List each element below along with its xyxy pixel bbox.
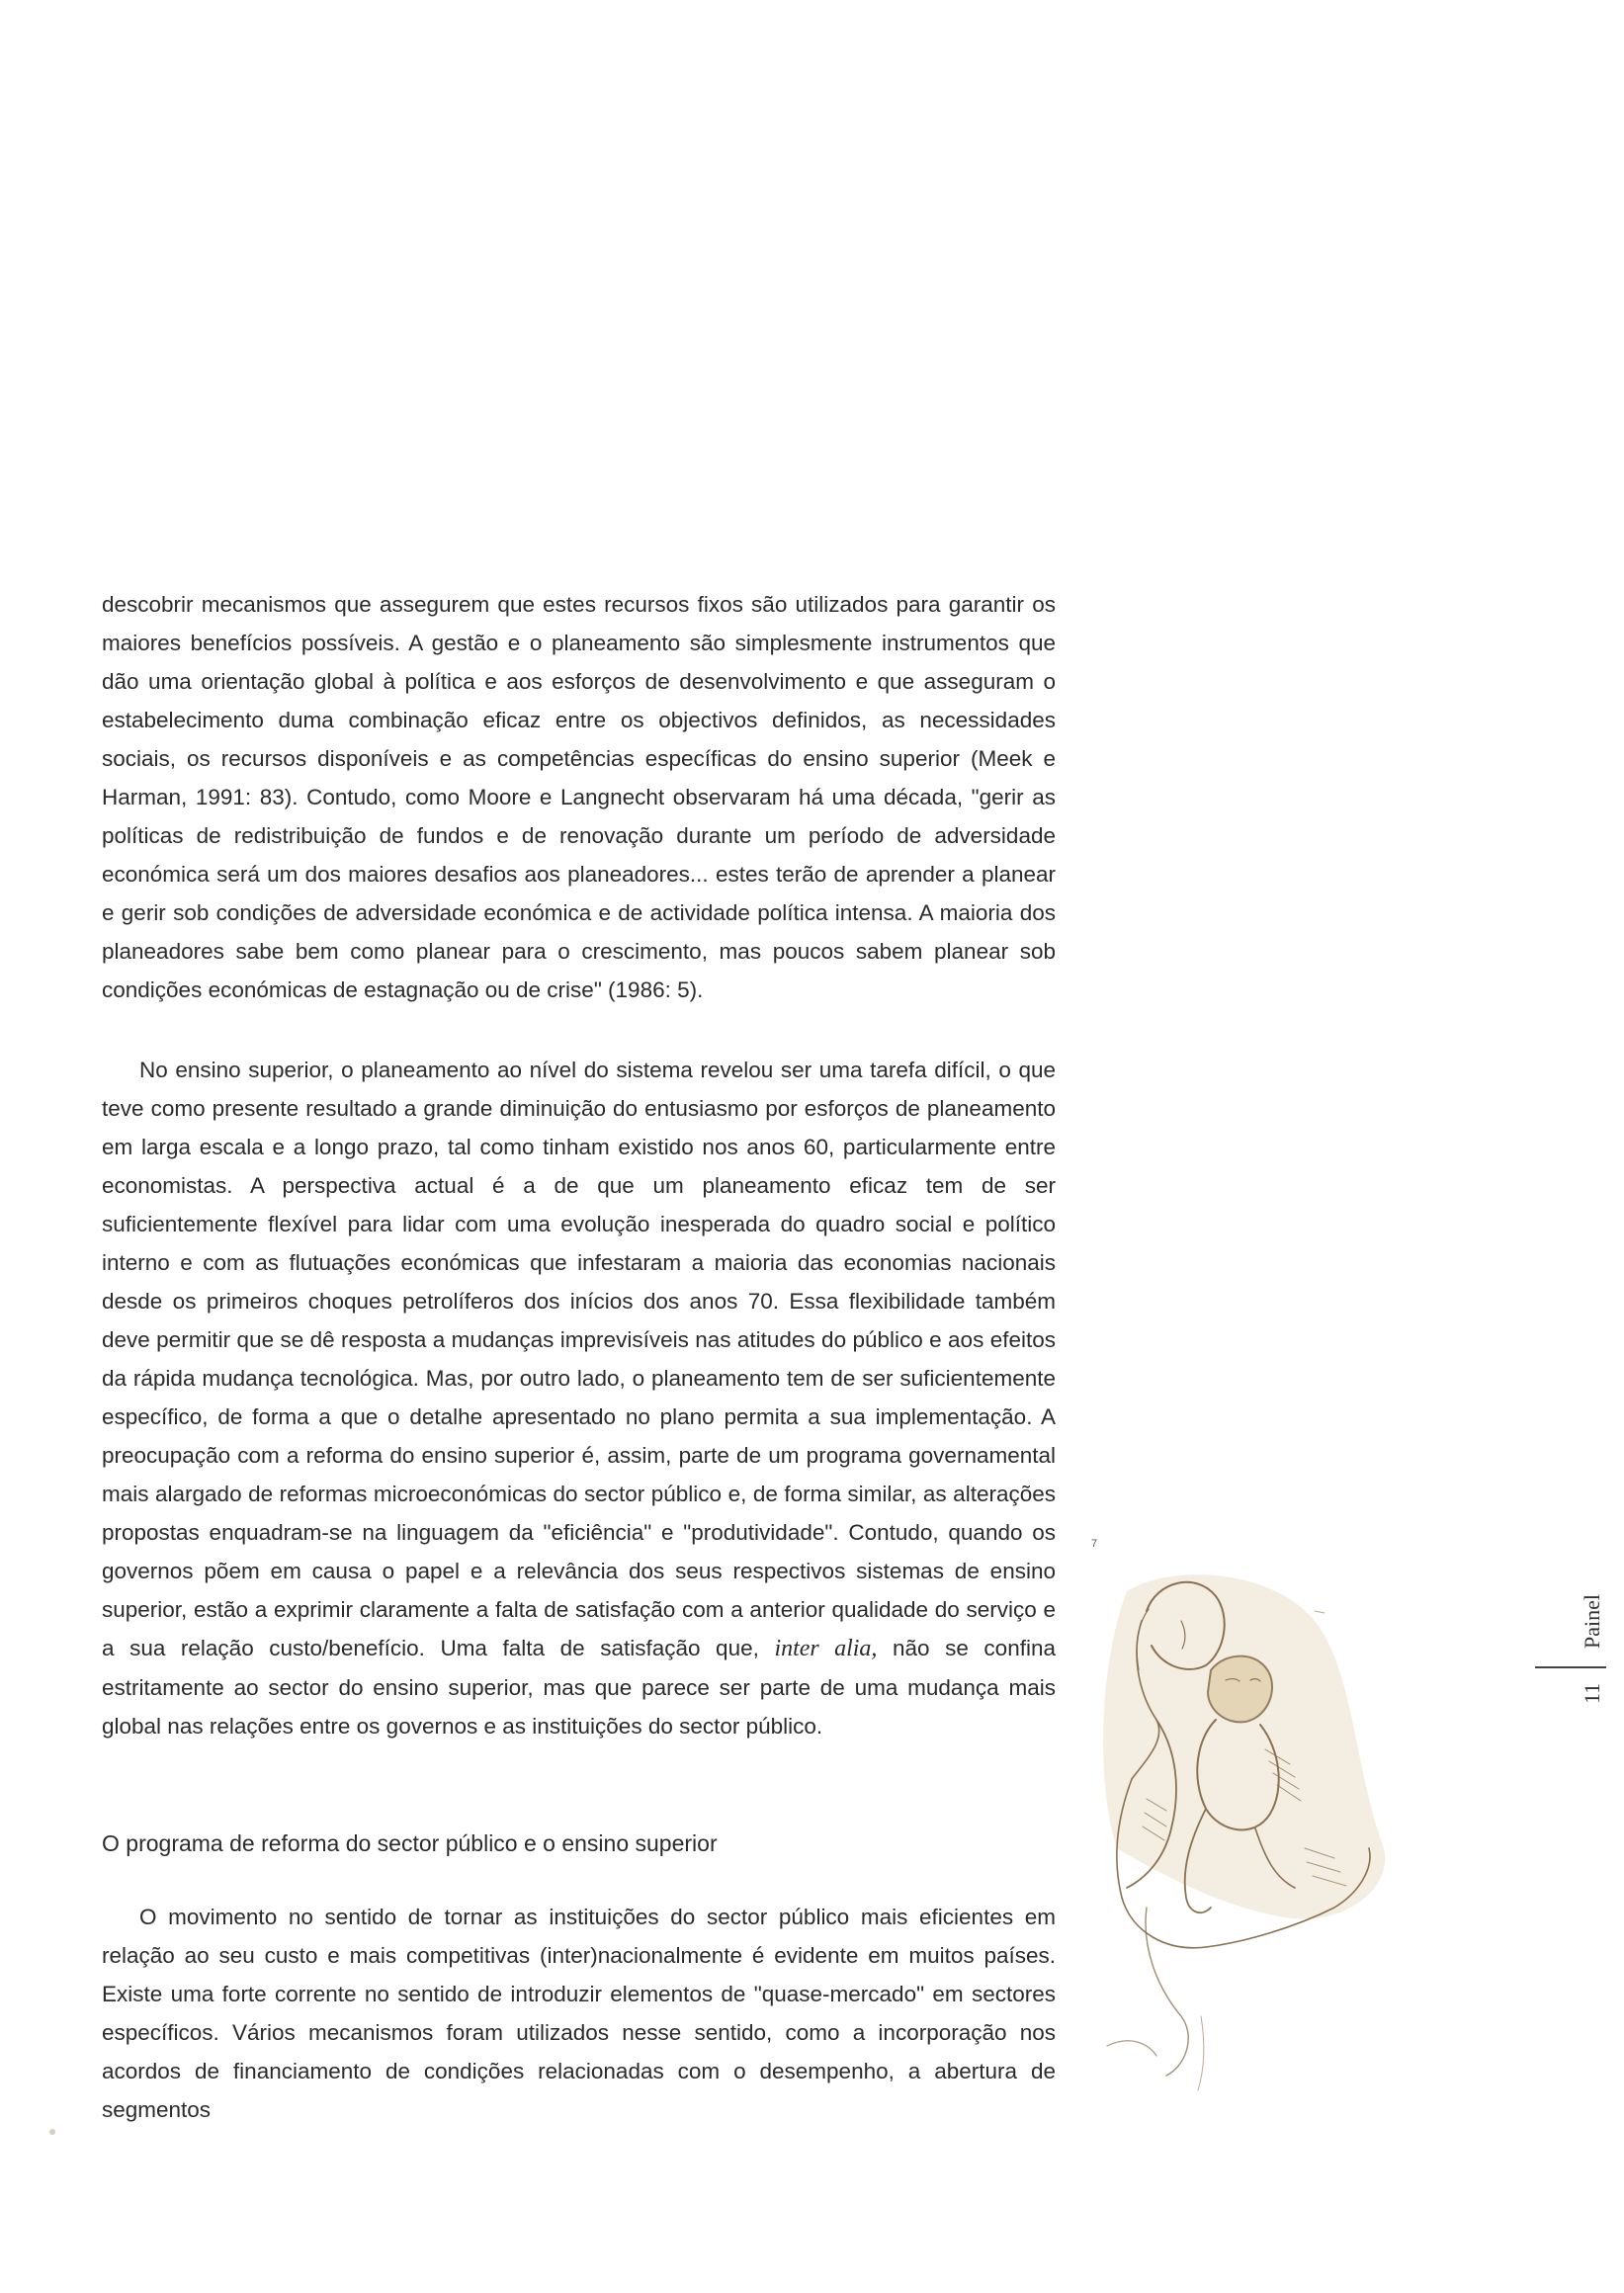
paragraph-text-part-1: No ensino superior, o planeamento ao nível do sistema revelou ser uma tarefa difícil, o que teve como presente resultado a grande diminuição do entusiasmo por esforços de planeamento em larga escala e a longo prazo, tal como tinham existido nos anos 60, particularmente entre economistas. A perspectiva actual é a de que um planeamento eficaz tem de ser suficientemente flexível para lidar com uma evolução inesperada do quadro social e político interno e com as flutuações económicas que infestaram a maioria das economias nacionais desde os primeiros choques petrolíferos dos inícios dos anos 70. Essa flexibilidade também deve permitir que se dê resposta a mudanças imprevisíveis nas atitudes do público e aos efeitos da rápida mudança tecnológica. Mas, por outro lado, o planeamento tem de ser suficientemente específico, de forma a que o detalhe apresentado no plano permita a sua implementação. A preocupação com a reforma do ensino superior é, assim, parte de um programa governamental mais alargado de reformas microeconómicas do sector público e, de forma similar, as alterações propostas enquadram-se na linguagem da "eficiência" e "produtividade". Contudo, quando os governos põem em causa o papel e a relevância dos seus respectivos sistemas de ensino superior, estão a exprimir claramente a falta de satisfação com a anterior qualidade do serviço e a sua relação custo/benefício. Uma falta de satisfação que, [102, 1058, 1056, 1660]
section-label: Painel [1580, 1594, 1604, 1649]
sketch-illustration [1087, 1552, 1394, 2095]
footnote-marker: 7 [1091, 1538, 1098, 1550]
section-heading: O programa de reforma do sector público e o ensino superior [102, 1830, 718, 1856]
page-number: 11 [1580, 1682, 1604, 1704]
paragraph-text: O movimento no sentido de tornar as instituições do sector público mais eficientes em relação ao seu custo e mais competitivas (inter)nacionalmente é evidente em muitos países. Existe uma forte corrente no sentido de introduzir elementos de "quase-mercado" em sectores específicos. Vários mecanismos foram utilizados nesse sentido, como a incorporação nos acordos de financiamento de condições relacionadas com o desempenho, a abertura de segmentos [102, 1905, 1056, 2122]
paragraph-text [102, 1051, 1056, 1745]
body-paragraph-2 [102, 1051, 1056, 1745]
body-paragraph-1 [102, 585, 1056, 1009]
italic-phrase: inter alia, [774, 1636, 878, 1661]
paragraph-text-part-2: não se confina estritamente ao sector do ensino superior, mas que parece ser parte de uma mudança mais global nas relações entre os governos e as instituições do sector público. [102, 1636, 1056, 1739]
body-paragraph-3 [102, 1898, 1056, 2129]
smudge-mark [45, 2125, 59, 2139]
folio-divider [1535, 1666, 1606, 1668]
paragraph-text: descobrir mecanismos que assegurem que estes recursos fixos são utilizados para garantir os maiores benefícios possíveis. A gestão e o planeamento são simplesmente instrumentos que dão uma orientação global à política e aos esforços de desenvolvimento e que asseguram o estabelecimento duma combinação eficaz entre os objectivos definidos, as necessidades sociais, os recursos disponíveis e as competências específicas do ensino superior (Meek e Harman, 1991: 83). Contudo, como Moore e Langnecht observaram há uma década, "gerir as políticas de redistribuição de fundos e de renovação durante um período de adversidade económica será um dos maiores desafios aos planeadores... estes terão de aprender a planear e gerir sob condições de adversidade económica e de actividade política intensa. A maioria dos planeadores sabe bem como planear para o crescimento, mas poucos sabem planear sob condições económicas de estagnação ou de crise" (1986: 5). [102, 592, 1056, 1002]
